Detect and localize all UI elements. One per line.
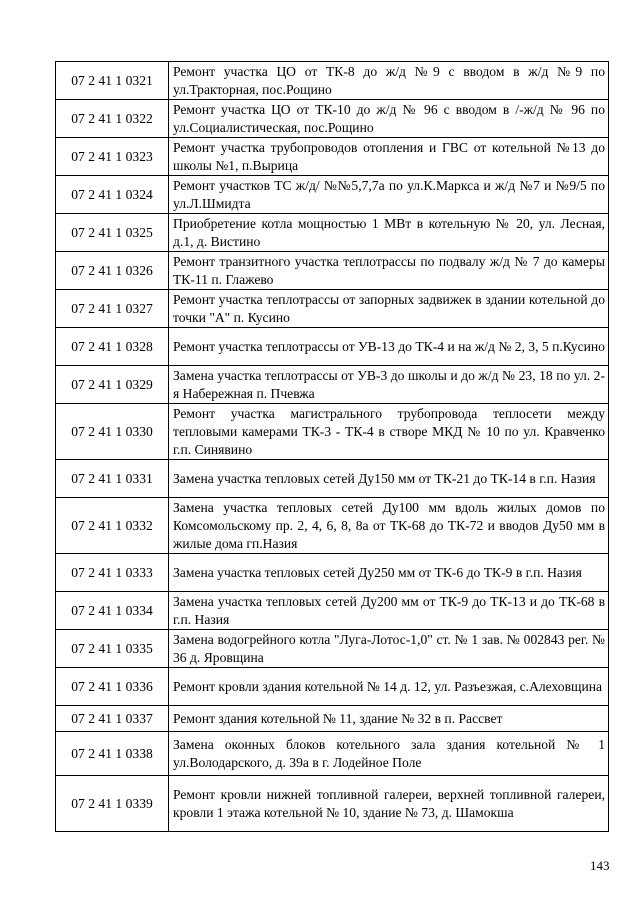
table-row xyxy=(56,706,609,732)
description-cell: Ремонт участка магистрального трубопровода теплосети между тепловыми камерами ТК-3 - ТК-4 в створе МКД № 10 по ул. Кравченко г.п. Синявино xyxy=(169,404,609,460)
description-cell: Ремонт участков ТС ж/д/ №№5,7,7а по ул.К.Маркса и ж/д №7 и №9/5 по ул.Л.Шмидта xyxy=(169,176,609,214)
budget-code-cell: 07 2 41 1 0327 xyxy=(56,290,169,328)
description-cell: Ремонт кровли здания котельной № 14 д. 12, ул. Разъезжая, с.Алеховщина xyxy=(169,668,609,706)
budget-code-cell: 07 2 41 1 0332 xyxy=(56,498,169,554)
budget-codes-table xyxy=(55,61,609,832)
description-cell: Ремонт здания котельной № 11, здание № 32 в п. Рассвет xyxy=(169,706,609,732)
table-row xyxy=(56,630,609,668)
description-cell: Приобретение котла мощностью 1 МВт в котельную № 20, ул. Лесная, д.1, д. Вистино xyxy=(169,214,609,252)
table-row xyxy=(56,554,609,592)
table-row xyxy=(56,668,609,706)
description-cell: Замена участка теплотрассы от УВ-3 до школы и до ж/д № 23, 18 по ул. 2-я Набережная п. Пчевжа xyxy=(169,366,609,404)
table-row xyxy=(56,732,609,776)
description-cell: Замена участка тепловых сетей Ду150 мм от ТК-21 до ТК-14 в г.п. Назия xyxy=(169,460,609,498)
description-cell: Ремонт транзитного участка теплотрассы по подвалу ж/д № 7 до камеры ТК-11 п. Глажево xyxy=(169,252,609,290)
description-cell: Замена участка тепловых сетей Ду200 мм от ТК-9 до ТК-13 и до ТК-68 в г.п. Назия xyxy=(169,592,609,630)
table-row xyxy=(56,138,609,176)
description-cell: Замена водогрейного котла "Луга-Лотос-1,0" ст. № 1 зав. № 002843 рег. № 36 д. Яровщина xyxy=(169,630,609,668)
description-cell: Замена участка тепловых сетей Ду100 мм вдоль жилых домов по Комсомольскому пр. 2, 4, 6, 8, 8а от ТК-68 до ТК-72 и вводов Ду50 мм в жилые дома гп.Назия xyxy=(169,498,609,554)
budget-code-cell: 07 2 41 1 0322 xyxy=(56,100,169,138)
table-row xyxy=(56,460,609,498)
table-row xyxy=(56,176,609,214)
page-number: 143 xyxy=(590,858,610,873)
budget-code-cell: 07 2 41 1 0337 xyxy=(56,706,169,732)
budget-code-cell: 07 2 41 1 0326 xyxy=(56,252,169,290)
description-cell: Ремонт участка теплотрассы от запорных задвижек в здании котельной до точки "А" п. Кусино xyxy=(169,290,609,328)
table-row xyxy=(56,592,609,630)
budget-code-cell: 07 2 41 1 0335 xyxy=(56,630,169,668)
table-row xyxy=(56,328,609,366)
budget-code-cell: 07 2 41 1 0338 xyxy=(56,732,169,776)
table-row xyxy=(56,776,609,832)
table-row xyxy=(56,366,609,404)
budget-code-cell: 07 2 41 1 0324 xyxy=(56,176,169,214)
description-cell: Ремонт участка теплотрассы от УВ-13 до ТК-4 и на ж/д № 2, 3, 5 п.Кусино xyxy=(169,328,609,366)
table-row xyxy=(56,252,609,290)
budget-code-cell: 07 2 41 1 0333 xyxy=(56,554,169,592)
table-row xyxy=(56,404,609,460)
budget-code-cell: 07 2 41 1 0325 xyxy=(56,214,169,252)
description-cell: Ремонт участка ЦО от ТК-10 до ж/д № 96 с вводом в /-ж/д № 96 по ул.Социалистическая, пос.Рощино xyxy=(169,100,609,138)
budget-code-cell: 07 2 41 1 0329 xyxy=(56,366,169,404)
budget-code-cell: 07 2 41 1 0330 xyxy=(56,404,169,460)
description-cell: Замена оконных блоков котельного зала здания котельной № 1 ул.Володарского, д. 39а в г. Лодейное Поле xyxy=(169,732,609,776)
budget-code-cell: 07 2 41 1 0321 xyxy=(56,62,169,100)
budget-code-cell: 07 2 41 1 0336 xyxy=(56,668,169,706)
table-row xyxy=(56,498,609,554)
table-body xyxy=(56,62,609,832)
table-row xyxy=(56,100,609,138)
description-cell: Ремонт кровли нижней топливной галереи, верхней топливной галереи, кровли 1 этажа котельной № 10, здание № 73, д. Шамокша xyxy=(169,776,609,832)
description-cell: Замена участка тепловых сетей Ду250 мм от ТК-6 до ТК-9 в г.п. Назия xyxy=(169,554,609,592)
table-row xyxy=(56,290,609,328)
budget-code-cell: 07 2 41 1 0339 xyxy=(56,776,169,832)
description-cell: Ремонт участка трубопроводов отопления и ГВС от котельной №13 до школы №1, п.Вырица xyxy=(169,138,609,176)
description-cell: Ремонт участка ЦО от ТК-8 до ж/д №9 с вводом в ж/д №9 по ул.Тракторная, пос.Рощино xyxy=(169,62,609,100)
table-row xyxy=(56,214,609,252)
budget-code-cell: 07 2 41 1 0323 xyxy=(56,138,169,176)
budget-code-cell: 07 2 41 1 0334 xyxy=(56,592,169,630)
table-row xyxy=(56,62,609,100)
budget-code-cell: 07 2 41 1 0331 xyxy=(56,460,169,498)
budget-code-cell: 07 2 41 1 0328 xyxy=(56,328,169,366)
